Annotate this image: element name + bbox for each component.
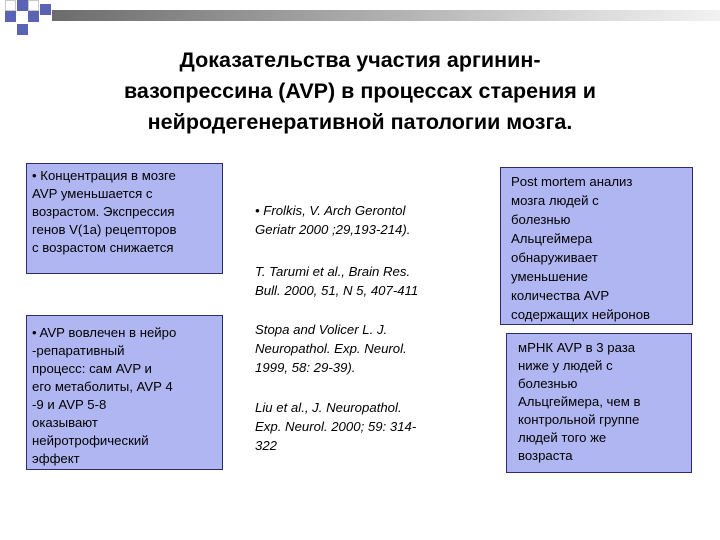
box-line: генов V(1a) рецепторов [32,222,177,237]
title-line: Доказательства участия аргинин- [179,48,541,72]
box-line: количества AVP [511,288,610,303]
box-line: болезнью [518,376,578,391]
corner-square-outline [5,0,16,11]
reference-line: Geriatr 2000 ;29,193-214). [255,222,411,237]
box-line: AVP уменьшается с [32,186,153,201]
reference-line: Liu et al., J. Neuropathol. [255,400,402,415]
box-line: содержащих нейронов [511,307,651,322]
reference-line: 1999, 58: 29-39). [255,360,356,375]
box-line: обнаруживает [511,250,598,265]
box-line: эффект [32,451,80,466]
header-gradient-band [52,10,720,21]
box-line: • Концентрация в мозге [32,168,176,183]
box-line: -9 и AVP 5-8 [32,397,107,412]
reference-tarumi [255,262,470,300]
box-line: • AVP вовлечен в нейро [32,325,177,340]
box-line: процесс: сам AVP и [32,361,152,376]
title-line: нейродегенеративной патологии мозга. [147,110,573,134]
reference-line: Bull. 2000, 51, N 5, 407-411 [255,283,419,298]
reference-line: • Frolkis, V. Arch Gerontol [255,203,406,218]
corner-square [17,0,28,11]
corner-square [5,11,16,22]
box-line: с возрастом снижается [32,240,174,255]
title-line: вазопрессина (AVP) в процессах старения и [123,79,597,103]
box-line: болезнью [511,212,571,227]
box-line: Альцгеймера, чем в [518,394,641,409]
left-box-age-concentration [26,163,223,274]
box-line: ниже у людей с [518,358,613,373]
box-line: Альцгеймера [511,231,593,246]
reference-line: 322 [255,438,278,453]
box-line: оказывают [32,415,98,430]
reference-liu [255,398,470,455]
corner-square-outline [28,0,39,11]
reference-stopa [255,320,470,377]
corner-square [17,24,28,35]
reference-line: T. Tarumi et al., Brain Res. [255,264,411,279]
box-line: -репаративный [32,343,125,358]
box-line: Post mortem анализ [511,174,633,189]
right-box-post-mortem [500,167,693,325]
slide-title [30,45,690,138]
corner-square [40,4,51,15]
box-line: нейротрофический [32,433,149,448]
right-box-mrna [506,333,692,473]
left-box-neuroreparative [26,315,223,470]
box-line: возрастом. Экспрессия [32,204,175,219]
box-line: людей того же [518,430,607,445]
reference-line: Neuropathol. Exp. Neurol. [255,341,407,356]
box-line: мозга людей с [511,193,599,208]
reference-line: Exp. Neurol. 2000; 59: 314- [255,419,417,434]
box-line: уменьшение [511,269,588,284]
box-line: контрольной группе [518,412,640,427]
box-line: его метаболиты, AVP 4 [32,379,173,394]
box-line: возраста [518,448,573,463]
box-line: мРНК AVP в 3 раза [518,340,636,355]
corner-square [28,11,39,22]
reference-frolkis [255,201,470,239]
reference-line: Stopa and Volicer L. J. [255,322,388,337]
